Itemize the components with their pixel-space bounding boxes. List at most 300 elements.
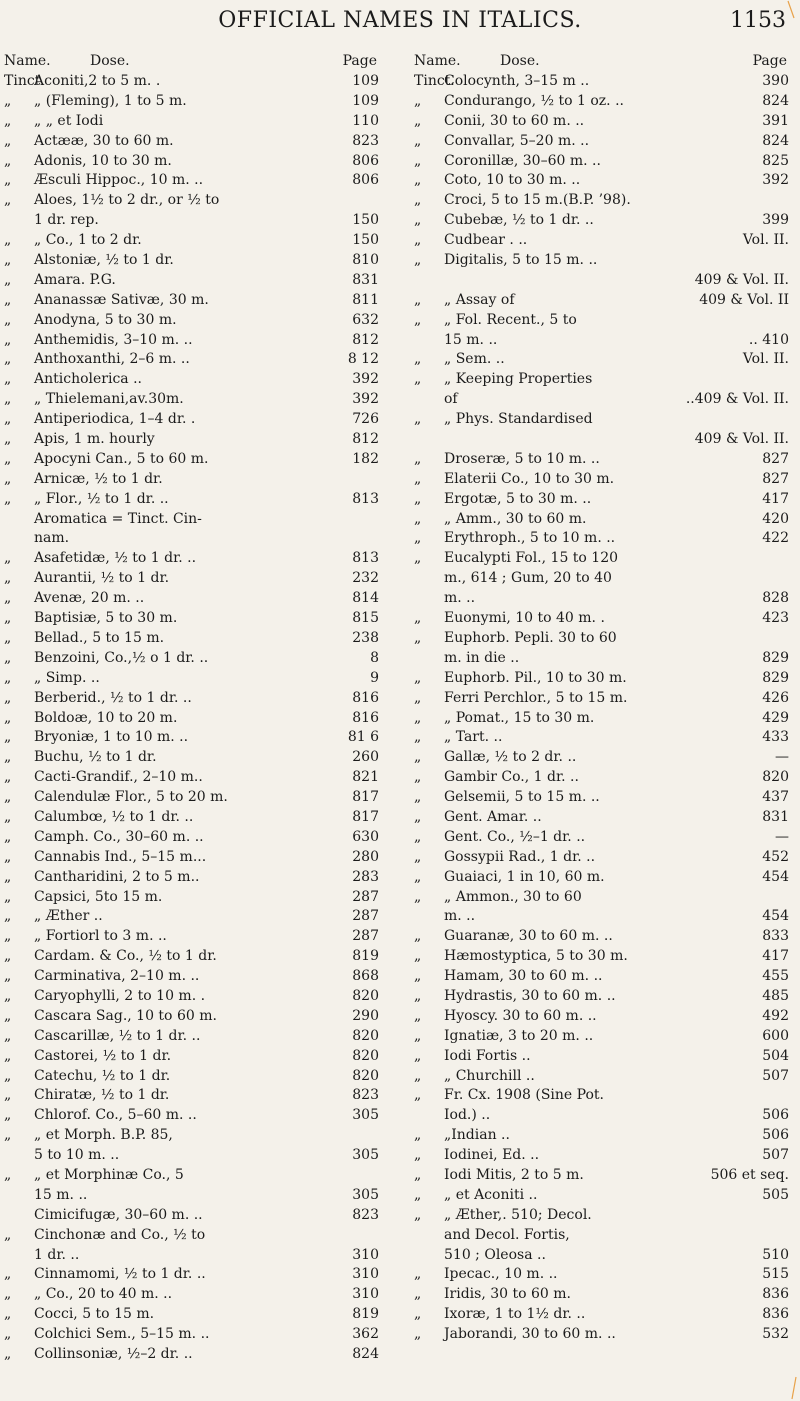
entry-text: „ (Fleming), 1 to 5 m. [34,92,187,109]
index-entry [414,748,789,768]
index-entry [414,311,789,331]
index-entry [414,72,789,92]
entry-text: Convallar, 5–20 m. .. [444,132,590,149]
entry-text: „ „ et Iodi [34,112,104,129]
entry-page: 287 [352,928,379,945]
entry-prefix: „ [414,411,422,428]
entry-text: Cinnamomi, ½ to 1 dr. .. [34,1266,206,1283]
entry-text: Anticholerica .. [34,371,142,388]
entry-text: Cinchonæ and Co., ½ to [34,1226,206,1243]
entry-prefix: „ [4,729,12,746]
entry-prefix: „ [4,1286,12,1303]
entry-prefix: „ [4,1226,12,1243]
entry-text: 5 to 10 m. .. [34,1147,120,1164]
index-entry [414,907,789,927]
entry-text: Erythroph., 5 to 10 m. .. [444,530,616,547]
index-entry [414,888,789,908]
index-entry [414,112,789,132]
entry-page: 829 [762,669,789,686]
index-entry [414,828,789,848]
entry-page: 420 [762,510,789,527]
heading-dose: Dose. [500,53,540,69]
entry-prefix: „ [4,252,12,269]
entry-prefix: „ [4,709,12,726]
index-entry [414,529,789,549]
entry-page: 409 & Vol. II. [694,271,789,288]
entry-prefix: „ [4,550,12,567]
entry-prefix: „ [414,769,422,786]
entry-page: 506 et seq. [710,1166,789,1183]
entry-prefix: „ [414,848,422,865]
index-entry [414,1027,789,1047]
index-entry [4,1206,379,1226]
entry-text: Euonymi, 10 to 40 m. . [444,610,605,627]
entry-prefix: „ [4,450,12,467]
entry-prefix: „ [4,1306,12,1323]
entry-page: 515 [762,1266,789,1283]
entry-page: 392 [352,371,379,388]
index-entry [4,1027,379,1047]
index-entry [4,569,379,589]
entry-text: m. .. [444,908,476,925]
index-entry [4,1106,379,1126]
entry-prefix: „ [414,828,422,845]
index-entry [414,1325,789,1345]
entry-text: „ Keeping Properties [444,371,593,388]
entry-text: Aurantii, ½ to 1 dr. [34,570,170,587]
entry-text: Hamam, 30 to 60 m. .. [444,968,603,985]
index-entry [4,191,379,211]
entry-text: „ et Morphinæ Co., 5 [34,1166,184,1183]
entry-prefix: „ [4,470,12,487]
index-entry [4,927,379,947]
index-entry [414,987,789,1007]
entry-page: 238 [352,629,379,646]
index-entry [4,1285,379,1305]
index-entry [414,490,789,510]
index-entry [4,291,379,311]
index-entry [4,112,379,132]
entry-prefix: „ [4,1107,12,1124]
index-entry [4,370,379,390]
entry-text: Actææ, 30 to 60 m. [34,132,174,149]
entry-prefix: „ [4,92,12,109]
entry-page: 836 [762,1286,789,1303]
entry-page: 8 12 [347,351,379,368]
entry-prefix: „ [414,1266,422,1283]
entry-prefix: „ [4,371,12,388]
entry-prefix: „ [414,709,422,726]
entry-text: „ Pomat., 15 to 30 m. [444,709,595,726]
index-entry [4,947,379,967]
entry-prefix: „ [414,192,422,209]
index-entry [4,529,379,549]
entry-text: Iridis, 30 to 60 m. [444,1286,571,1303]
index-entry [4,152,379,172]
entry-text: Cantharidini, 2 to 5 m.. [34,868,200,885]
entry-text: Baptisiæ, 5 to 30 m. [34,610,178,627]
index-entry [4,1047,379,1067]
column-heading [4,52,379,72]
entry-text: Fr. Cx. 1908 (Sine Pot. [444,1087,604,1104]
entry-page: 532 [762,1326,789,1343]
index-entry [414,709,789,729]
entry-prefix: „ [4,590,12,607]
entry-text: Benzoini, Co.,½ o 1 dr. .. [34,649,209,666]
entry-prefix: „ [414,1127,422,1144]
entry-text: Gallæ, ½ to 2 dr. .. [444,749,577,766]
entry-page: 110 [352,112,379,129]
entry-page: 820 [352,1027,379,1044]
index-entry [4,132,379,152]
entry-text: Colchici Sem., 5–15 m. .. [34,1326,210,1343]
entry-prefix: „ [4,1087,12,1104]
entry-text: Bryoniæ, 1 to 10 m. .. [34,729,189,746]
entry-page: 632 [352,311,379,328]
entry-text: Guaranæ, 30 to 60 m. .. [444,928,613,945]
entry-page: Vol. II. [742,232,789,249]
index-entry [414,1265,789,1285]
heading-page: Page [752,53,787,69]
entry-page: 485 [762,987,789,1004]
entry-text: Aloes, 1½ to 2 dr., or ½ to [34,192,220,209]
index-entry [4,231,379,251]
index-entry [414,350,789,370]
index-entry [414,231,789,251]
entry-prefix: „ [4,669,12,686]
index-entry [4,649,379,669]
entry-text: Ananassæ Sativæ, 30 m. [34,291,209,308]
index-entry [4,768,379,788]
index-entry [4,987,379,1007]
entry-text: „ Sem. .. [444,351,505,368]
index-entry [414,331,789,351]
entry-page: 829 [762,649,789,666]
index-entry [4,669,379,689]
index-entry [414,649,789,669]
entry-prefix: „ [4,152,12,169]
entry-page: 454 [762,868,789,885]
index-entry [4,251,379,271]
entry-page: 305 [352,1107,379,1124]
index-entry [4,510,379,530]
running-title: OFFICIAL NAMES IN ITALICS. [218,8,582,33]
entry-page: 806 [352,172,379,189]
entry-page: 109 [352,92,379,109]
entry-text: Euphorb. Pepli. 30 to 60 [444,629,617,646]
index-entry [414,768,789,788]
entry-prefix: „ [414,729,422,746]
entry-page: 820 [762,769,789,786]
index-entry [4,171,379,191]
entry-page: 399 [762,212,789,229]
index-entry [4,92,379,112]
entry-text: Gelsemii, 5 to 15 m. .. [444,789,600,806]
entry-prefix: „ [414,371,422,388]
index-entry [414,947,789,967]
heading-page: Page [342,53,377,69]
entry-page: 824 [762,92,789,109]
entry-page: 417 [762,490,789,507]
entry-prefix: „ [414,1306,422,1323]
entry-page: ..409 & Vol. II. [685,391,789,408]
entry-prefix: „ [414,1087,422,1104]
entry-prefix: „ [4,888,12,905]
index-entry [4,1305,379,1325]
entry-page: 824 [352,1346,379,1362]
entry-text: 510 ; Oleosa .. [444,1246,546,1263]
entry-prefix: „ [4,411,12,428]
entry-prefix: „ [414,669,422,686]
index-entry [414,1007,789,1027]
entry-text: Ergotæ, 5 to 30 m. .. [444,490,592,507]
entry-prefix: „ [4,1346,12,1362]
entry-prefix: „ [414,550,422,567]
entry-page: 833 [762,928,789,945]
entry-text: Iodi Mitis, 2 to 5 m. [444,1166,584,1183]
entry-page: 150 [352,232,379,249]
entry-text: Condurango, ½ to 1 oz. .. [444,92,624,109]
index-entry [4,549,379,569]
entry-text: Ignatiæ, 3 to 20 m. .. [444,1027,594,1044]
entry-text: Collinsoniæ, ½–2 dr. .. [34,1346,193,1362]
entry-page: 811 [352,291,379,308]
entry-page: 409 & Vol. II [699,291,789,308]
index-entry [414,291,789,311]
index-entry [4,967,379,987]
entry-text: „ et Morph. B.P. 85, [34,1127,173,1144]
entry-page: 390 [762,73,789,89]
entry-page: 600 [762,1027,789,1044]
entry-page: Vol. II. [742,351,789,368]
entry-prefix: „ [4,112,12,129]
entry-prefix: „ [414,1206,422,1223]
index-entry [414,251,789,271]
entry-text: Buchu, ½ to 1 dr. [34,749,157,766]
entry-page: 417 [762,948,789,965]
entry-page: 823 [352,1087,379,1104]
entry-page: 109 [352,73,379,89]
entry-page: 827 [762,450,789,467]
entry-page: 283 [352,868,379,885]
entry-prefix: „ [414,510,422,527]
entry-prefix: „ [4,848,12,865]
entry-page: 820 [352,987,379,1004]
entry-page: 506 [762,1107,789,1124]
index-entry [414,848,789,868]
entry-text: m. in die .. [444,649,520,666]
index-entry [414,549,789,569]
entry-prefix: „ [4,1166,12,1183]
entry-page: 492 [762,1007,789,1024]
entry-prefix: „ [414,1326,422,1343]
entry-text: Cimicifugæ, 30–60 m. .. [34,1206,203,1223]
entry-text: Hæmostyptica, 5 to 30 m. [444,948,628,965]
entry-text: Cocci, 5 to 15 m. [34,1306,155,1323]
entry-prefix: „ [4,868,12,885]
entry-text: Ipecac., 10 m. .. [444,1266,558,1283]
heading-name: Name. [4,53,51,69]
left-column [4,52,379,1365]
entry-prefix: Tinct. [414,73,455,89]
entry-page: 506 [762,1127,789,1144]
entry-text: Gambir Co., 1 dr. .. [444,769,579,786]
entry-prefix: „ [414,212,422,229]
entry-prefix: „ [414,1166,422,1183]
entry-prefix: „ [4,1007,12,1024]
entry-page: 287 [352,908,379,925]
entry-prefix: „ [4,391,12,408]
index-entry [4,1067,379,1087]
entry-prefix: „ [4,610,12,627]
entry-page: 260 [352,749,379,766]
entry-prefix: „ [414,689,422,706]
entry-text: Calendulæ Flor., 5 to 20 m. [34,789,228,806]
index-entry [414,1047,789,1067]
index-entry [414,191,789,211]
entry-page: 150 [352,212,379,229]
entry-text: Capsici, 5to 15 m. [34,888,163,905]
entry-page: 831 [352,271,379,288]
entry-page: 813 [352,550,379,567]
entry-prefix: „ [414,172,422,189]
index-entry [414,390,789,410]
entry-text: Croci, 5 to 15 m.(B.P. ’98). [444,192,631,209]
entry-prefix: „ [4,749,12,766]
entry-prefix: „ [414,1286,422,1303]
entry-text: Hyoscy. 30 to 60 m. .. [444,1007,597,1024]
entry-prefix: „ [414,132,422,149]
index-entry [414,1246,789,1266]
entry-page: 827 [762,470,789,487]
index-entry [4,1007,379,1027]
entry-page: 812 [352,431,379,448]
entry-page: 433 [762,729,789,746]
index-entry [4,1126,379,1146]
entry-text: „ et Aconiti .. [444,1186,538,1203]
entry-page: 812 [352,331,379,348]
entry-prefix: „ [414,530,422,547]
heading-dose: Dose. [90,53,130,69]
entry-page: 828 [762,590,789,607]
entry-text: Guaiaci, 1 in 10, 60 m. [444,868,605,885]
entry-prefix: „ [414,1067,422,1084]
entry-prefix: „ [4,172,12,189]
entry-prefix: „ [4,908,12,925]
entry-text: Calumbœ, ½ to 1 dr. .. [34,808,194,825]
entry-page: 836 [762,1306,789,1323]
entry-text: Cardam. & Co., ½ to 1 dr. [34,948,217,965]
entry-prefix: „ [414,987,422,1004]
entry-prefix: „ [4,331,12,348]
entry-text: Carminativa, 2–10 m. .. [34,968,200,985]
entry-page: 630 [352,828,379,845]
index-entry [4,907,379,927]
entry-prefix: „ [4,1027,12,1044]
entry-prefix: „ [414,291,422,308]
entry-text: Anthemidis, 3–10 m. .. [34,331,193,348]
entry-prefix: „ [414,789,422,806]
entry-prefix: „ [414,152,422,169]
entry-text: Caryophylli, 2 to 10 m. . [34,987,206,1004]
index-entry [4,748,379,768]
entry-text: Catechu, ½ to 1 dr. [34,1067,171,1084]
index-entry [4,311,379,331]
index-entry [4,868,379,888]
entry-page: 290 [352,1007,379,1024]
entry-page: 817 [352,808,379,825]
entry-text: Cudbear . .. [444,232,528,249]
entry-prefix: „ [414,490,422,507]
entry-text: Chlorof. Co., 5–60 m. .. [34,1107,197,1124]
index-entry [414,430,789,450]
entry-prefix: „ [4,232,12,249]
index-entry [414,629,789,649]
index-entry [4,1325,379,1345]
index-entry [414,1206,789,1226]
index-entry [4,211,379,231]
entry-text: Aromatica = Tinct. Cin- [34,510,202,527]
entry-page: 813 [352,490,379,507]
entry-page: 437 [762,789,789,806]
entry-prefix: „ [414,868,422,885]
index-entry [414,410,789,430]
entry-text: Amara. P.G. [34,271,116,288]
index-entry [414,450,789,470]
entry-prefix: „ [4,769,12,786]
entry-prefix: „ [414,470,422,487]
entry-text: Cascarillæ, ½ to 1 dr. .. [34,1027,201,1044]
index-entry [4,848,379,868]
entry-prefix: „ [414,928,422,945]
index-entry [414,470,789,490]
entry-prefix: „ [414,351,422,368]
entry-prefix: „ [4,948,12,965]
entry-page: 310 [352,1266,379,1283]
entry-prefix: „ [4,570,12,587]
entry-page: 823 [352,132,379,149]
entry-text: Hydrastis, 30 to 60 m. .. [444,987,616,1004]
column-heading [414,52,789,72]
index-entry [414,1086,789,1106]
entry-text: „ Fortiorl to 3 m. .. [34,928,167,945]
entry-page: 507 [762,1067,789,1084]
entry-text: Cascara Sag., 10 to 60 m. [34,1007,217,1024]
entry-text: Chiratæ, ½ to 1 dr. [34,1087,170,1104]
entry-page: 305 [352,1186,379,1203]
index-entry [4,1345,379,1365]
index-entry [414,868,789,888]
entry-page: 391 [762,112,789,129]
entry-page: 821 [352,769,379,786]
entry-text: „ Æther .. [34,908,103,925]
entry-page: — [775,749,789,766]
entry-page: 423 [762,610,789,627]
entry-text: Arnicæ, ½ to 1 dr. [34,470,163,487]
entry-text: Adonis, 10 to 30 m. [34,152,172,169]
entry-page: 726 [352,411,379,428]
index-entry [4,728,379,748]
index-entry [414,589,789,609]
entry-text: „ Thielemani,av.30m. [34,391,184,408]
entry-page: 819 [352,1306,379,1323]
entry-text: Gent. Amar. .. [444,808,542,825]
entry-prefix: „ [414,311,422,328]
index-entry [414,609,789,629]
entry-text: „ Tart. .. [444,729,503,746]
entry-text: Elaterii Co., 10 to 30 m. [444,470,615,487]
index-entry [414,1305,789,1325]
